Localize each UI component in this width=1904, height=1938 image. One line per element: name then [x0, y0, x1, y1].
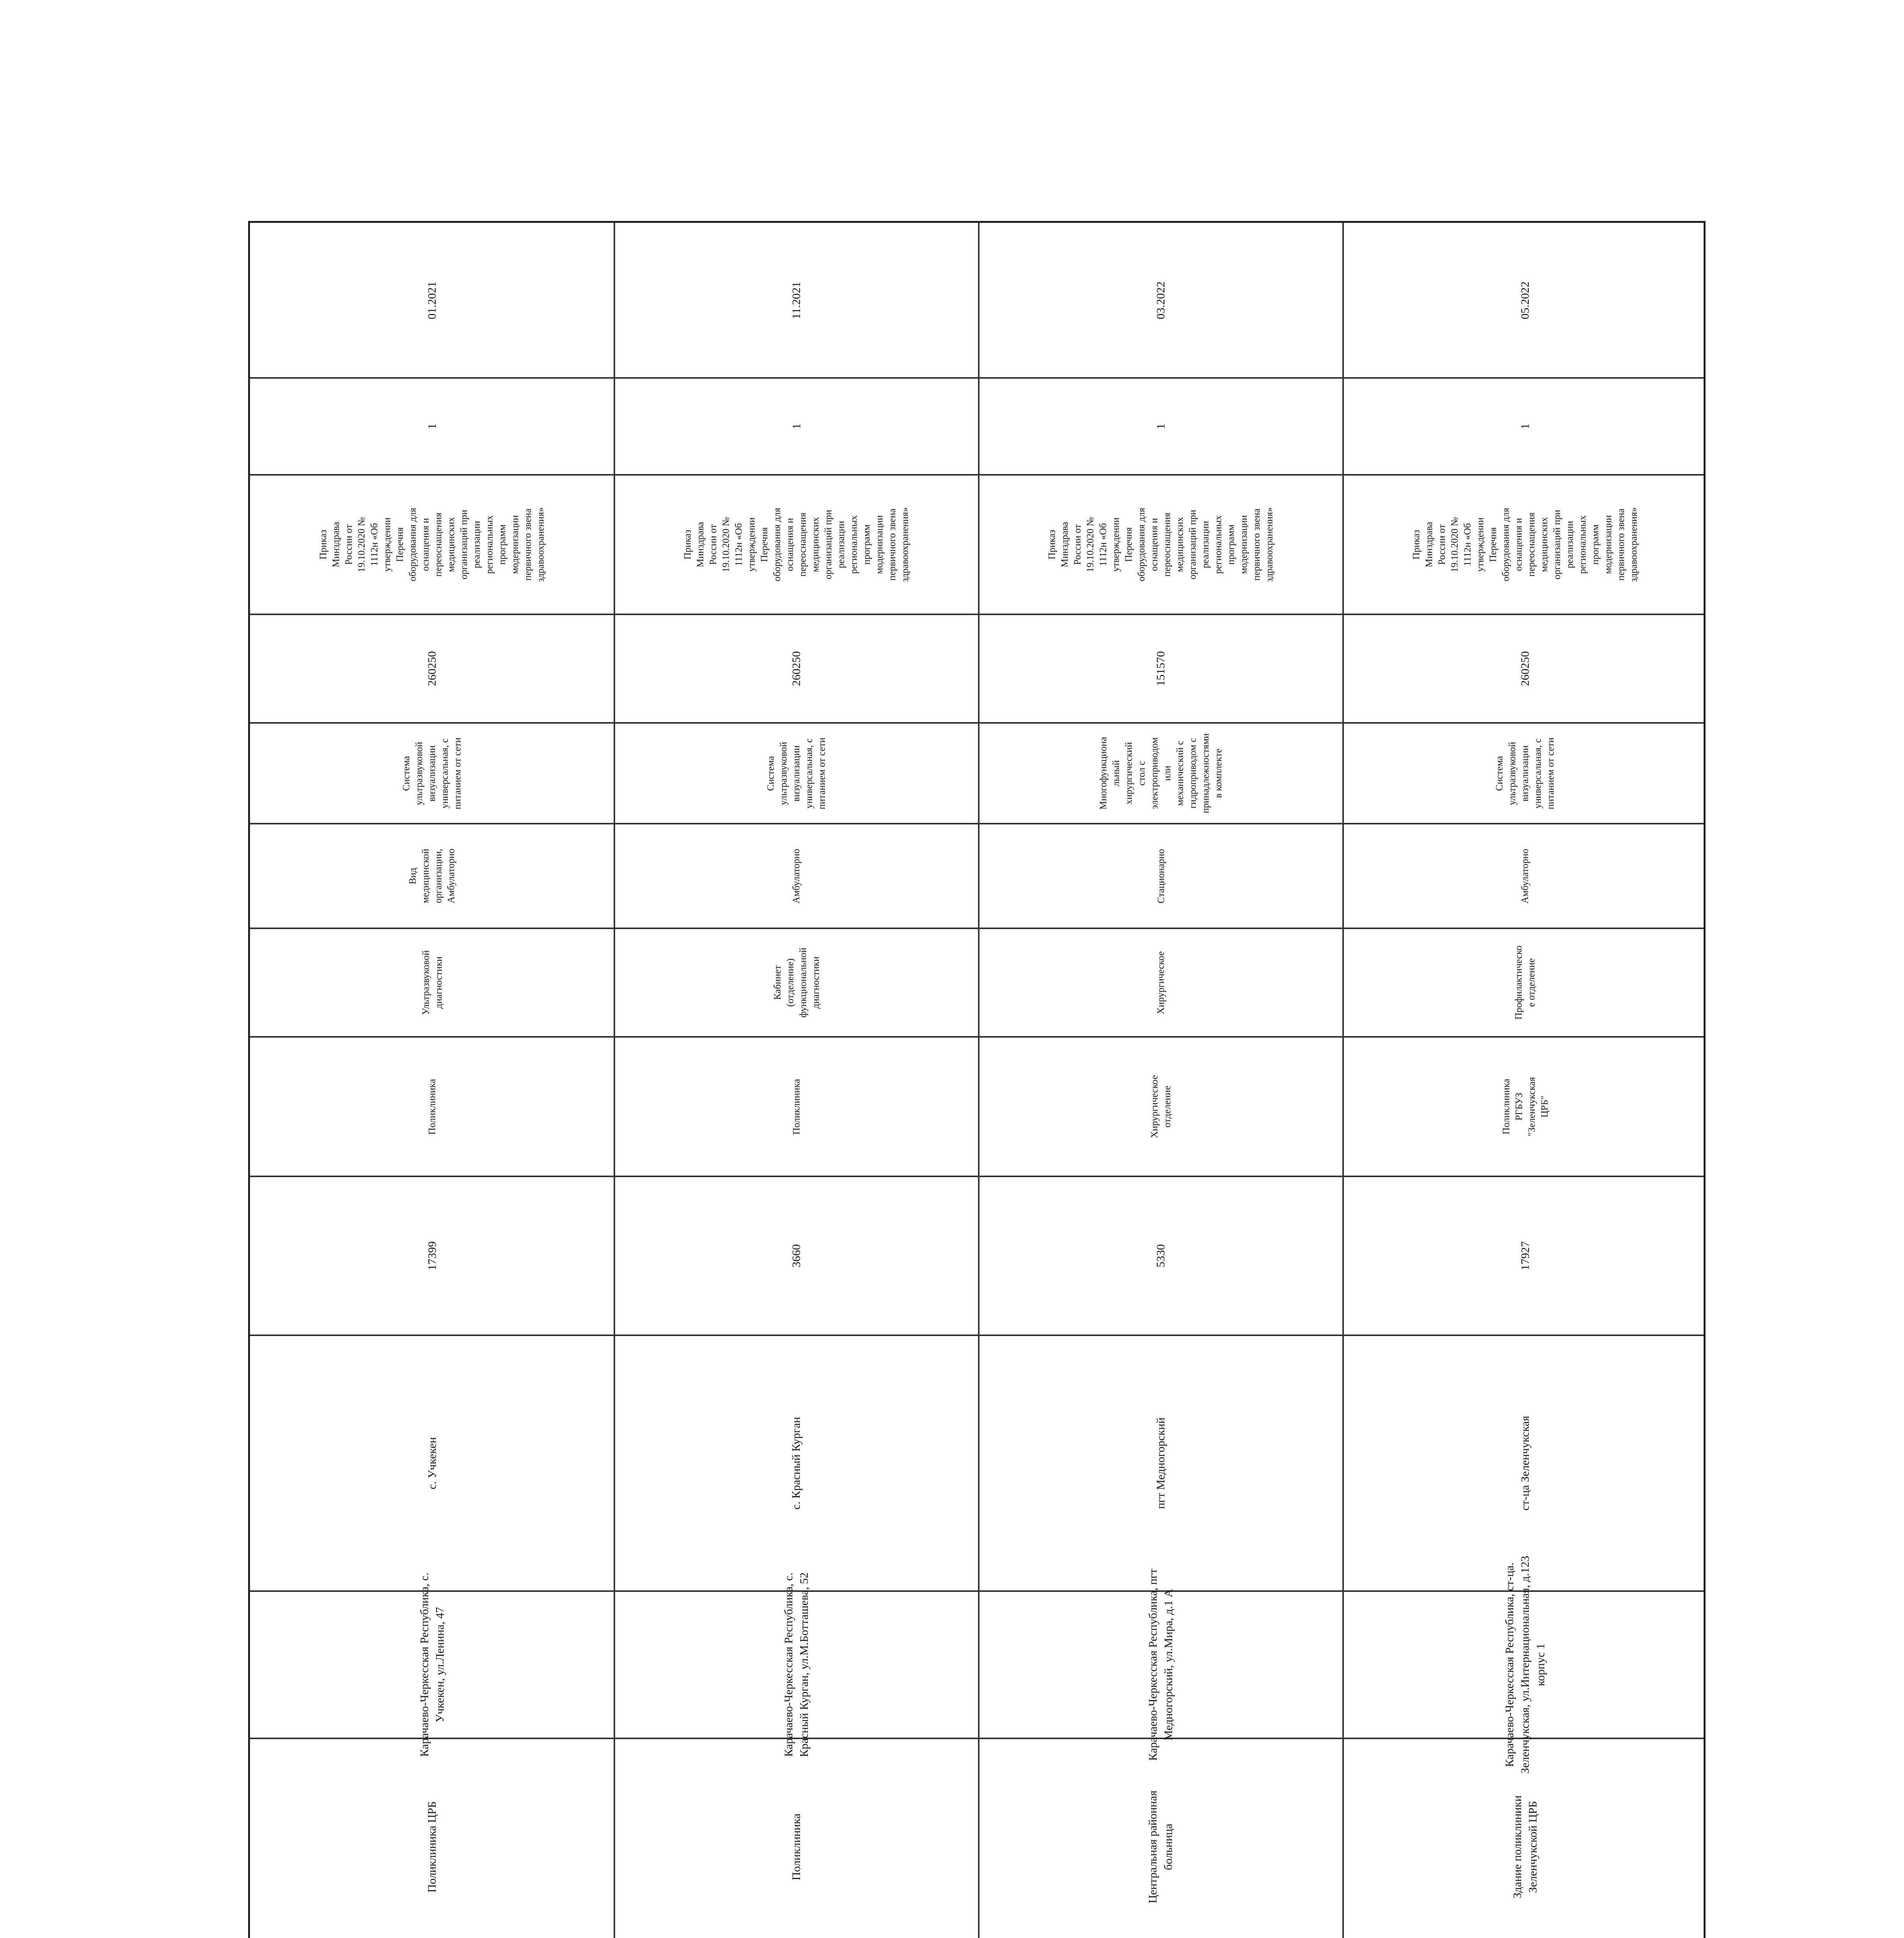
- cell-locality: [250, 1335, 614, 1591]
- quantity-text: 1: [1154, 423, 1167, 429]
- equipment-code-text: 260250: [790, 651, 803, 686]
- cell-equipment-code: [614, 614, 979, 723]
- cell-equipment-code: [250, 614, 614, 723]
- cell-delivery-date: [614, 223, 979, 378]
- cell-equipment-code: [979, 614, 1343, 723]
- cell-building: [250, 1738, 614, 1938]
- cell-delivery-date: [250, 223, 614, 378]
- cell-locality: [1343, 1335, 1707, 1591]
- rotated-equipment-table: [248, 221, 1706, 1938]
- cell-legal-basis: [1343, 475, 1707, 614]
- department-text: Ультразвуковой диагностики: [420, 950, 444, 1015]
- building-text: Центральная районная больница: [1146, 1790, 1175, 1904]
- cell-address: [1343, 1555, 1707, 1774]
- cell-equipment-name: [979, 723, 1343, 824]
- legal-basis-text: Приказ Минздрава России от 19.10.2020 № 1112н «Об утверждении Перечня оборудования для оснащения и переоснащения медицинских организаций при реализации региональных программ модернизации первичного звена здравоохранения»: [1047, 507, 1275, 582]
- population-text: 17399: [426, 1241, 438, 1271]
- cell-legal-basis: [614, 475, 979, 614]
- equipment-name-text: Система ультразвуковой визуализации универсальная, с питанием от сети: [401, 737, 463, 809]
- cell-department: [250, 928, 614, 1037]
- legal-basis-text: Приказ Минздрава России от 19.10.2020 № 1112н «Об утверждении Перечня оборудования для оснащения и переоснащения медицинских организаций при реализации региональных программ модернизации первичного звена здравоохранения»: [318, 507, 546, 582]
- cell-division: [979, 1037, 1343, 1176]
- population-text: 3660: [790, 1244, 803, 1267]
- quantity-text: 1: [426, 423, 438, 429]
- cell-population: [614, 1176, 979, 1335]
- care-type-text: Амбулаторно: [791, 848, 802, 903]
- cell-building: [614, 1738, 979, 1938]
- cell-equipment-name: [1343, 723, 1707, 824]
- division-text: Поликлиника: [427, 1079, 438, 1135]
- quantity-text: 1: [790, 423, 803, 429]
- cell-department: [979, 928, 1343, 1037]
- care-type-text: Амбулаторно: [1520, 848, 1531, 903]
- cell-address: [250, 1572, 614, 1757]
- building-text: Поликлиника: [790, 1813, 803, 1881]
- cell-division: [614, 1037, 979, 1176]
- legal-basis-text: Приказ Минздрава России от 19.10.2020 № 1112н «Об утверждении Перечня оборудования для оснащения и переоснащения медицинских организаций при реализации региональных программ модернизации первичного звена здравоохранения»: [1411, 507, 1639, 582]
- locality-text: ст-ца Зеленчукская: [1518, 1416, 1531, 1511]
- population-text: 5330: [1154, 1244, 1167, 1267]
- delivery-date-text: 05.2022: [1519, 281, 1531, 319]
- cell-care-type: [979, 824, 1343, 928]
- cell-department: [1343, 928, 1707, 1037]
- delivery-date-text: 11.2021: [790, 281, 803, 319]
- cell-legal-basis: [979, 475, 1343, 614]
- cell-care-type: [1343, 824, 1707, 928]
- cell-delivery-date: [1343, 223, 1707, 378]
- department-text: Профилактическо е отделение: [1514, 945, 1537, 1020]
- delivery-date-text: 01.2021: [426, 281, 438, 319]
- division-text: Поликлиника: [791, 1079, 802, 1135]
- division-text: Поликлиника РГБУЗ "Зеленчукская ЦРБ": [1501, 1077, 1550, 1136]
- equipment-code-text: 151570: [1154, 651, 1167, 686]
- cell-quantity: [979, 378, 1343, 475]
- cell-population: [250, 1176, 614, 1335]
- cell-population: [979, 1176, 1343, 1335]
- equipment-name-text: Система ультразвуковой визуализации универсальная, с питанием от сети: [1494, 737, 1556, 809]
- address-text: Карачаево-Черкесская Республика, с. Красный Курган, ул.М.Ботташева, 52: [782, 1572, 811, 1757]
- building-text: Поликлиника ЦРБ: [426, 1801, 438, 1893]
- population-text: 17927: [1519, 1241, 1531, 1271]
- cell-building: [979, 1738, 1343, 1938]
- cell-equipment-name: [614, 723, 979, 824]
- cell-legal-basis: [250, 475, 614, 614]
- equipment-code-text: 260250: [1519, 651, 1531, 686]
- department-text: Кабинет (отделение) функциональной диагностики: [772, 947, 821, 1018]
- cell-care-type: [250, 824, 614, 928]
- equipment-code-text: 260250: [426, 651, 438, 686]
- cell-care-type: [614, 824, 979, 928]
- cell-equipment-name: [250, 723, 614, 824]
- equipment-name-text: Система ультразвуковой визуализации универсальная, с питанием от сети: [766, 737, 828, 809]
- cell-division: [250, 1037, 614, 1176]
- locality-text: пгт Медногорский: [1154, 1417, 1167, 1509]
- address-text: Карачаево-Черкесская Республика, ст-ца. Зеленчукская, ул.Интернациональная, д.123 корпус 1: [1503, 1555, 1547, 1774]
- delivery-date-text: 03.2022: [1154, 281, 1167, 319]
- legal-basis-text: Приказ Минздрава России от 19.10.2020 № 1112н «Об утверждении Перечня оборудования для оснащения и переоснащения медицинских организаций при реализации региональных программ модернизации первичного звена здравоохранения»: [683, 507, 911, 582]
- cell-population: [1343, 1176, 1707, 1335]
- address-text: Карачаево-Черкесская Республика, с. Учкекен, ул.Ленина, 47: [418, 1572, 446, 1757]
- quantity-text: 1: [1519, 423, 1531, 429]
- cell-quantity: [1343, 378, 1707, 475]
- cell-department: [614, 928, 979, 1037]
- cell-delivery-date: [979, 223, 1343, 378]
- care-type-text: Стационарно: [1156, 848, 1166, 903]
- cell-building: [1343, 1738, 1707, 1938]
- care-type-text: Вид медицинской организации, Амбулаторно: [407, 848, 457, 903]
- cell-locality: [614, 1335, 979, 1591]
- address-text: Карачаево-Черкесская Республика, пгт Медногорский, ул.Мира, д.1 А: [1147, 1569, 1175, 1761]
- cell-equipment-code: [1343, 614, 1707, 723]
- locality-text: с. Красный Курган: [790, 1417, 803, 1510]
- locality-text: с. Учкекен: [426, 1437, 438, 1490]
- building-text: Здание поликлиники Зеленчукской ЦРБ: [1511, 1795, 1539, 1898]
- cell-division: [1343, 1037, 1707, 1176]
- cell-quantity: [614, 378, 979, 475]
- department-text: Хирургическое: [1156, 951, 1166, 1014]
- equipment-name-text: Многофункциона льный хирургический стол с электроприводом или механический с гидроприводом с принадлежностями в комплекте: [1098, 733, 1224, 814]
- cell-address: [979, 1569, 1343, 1761]
- division-text: Хирургическое отделение: [1149, 1075, 1173, 1138]
- cell-locality: [979, 1335, 1343, 1591]
- cell-address: [614, 1572, 979, 1757]
- cell-quantity: [250, 378, 614, 475]
